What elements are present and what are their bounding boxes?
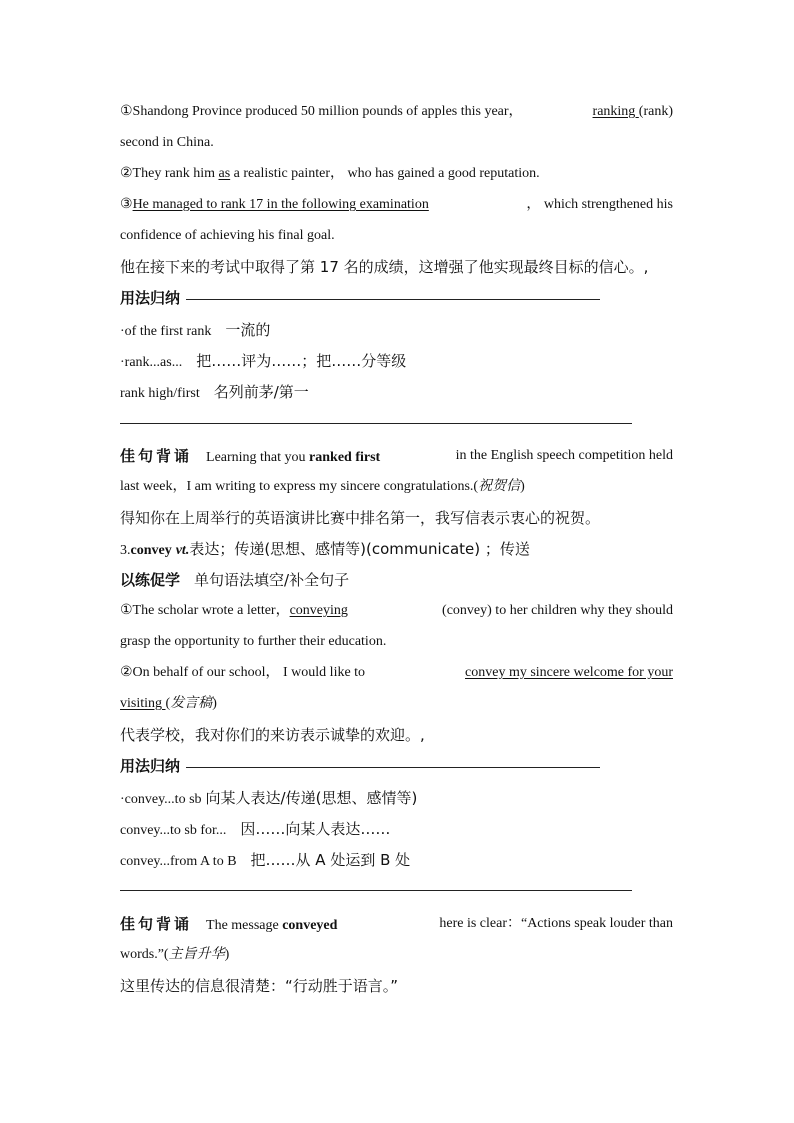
sentence-1-line-2-text: last week，I am writing to express my sincere congratulations.( bbox=[120, 479, 479, 494]
usage-item-2 bbox=[120, 351, 406, 373]
usage-heading-2: 用法归纳 bbox=[120, 757, 181, 775]
exercise-5-text: ②On behalf of our school， I would like to bbox=[120, 665, 366, 680]
usage-item-4-en: ·convey...to sb bbox=[120, 792, 202, 807]
exercise-2-text-end: a realistic painter， who has gained a good reputation. bbox=[230, 166, 540, 181]
usage-item-6-en: convey...from A to B bbox=[120, 854, 237, 869]
sentence-1-line-2 bbox=[120, 477, 525, 497]
sentence-1-line-1 bbox=[120, 446, 673, 468]
usage-item-3-en: rank high/first bbox=[120, 386, 200, 401]
sentence-2-line-2 bbox=[120, 945, 229, 965]
entry-number: 3. bbox=[120, 543, 131, 558]
exercise-5-answer: convey my sincere welcome for your bbox=[465, 665, 673, 680]
practice-subheading: 单句语法填空/补全句子 bbox=[194, 571, 350, 589]
usage-item-6 bbox=[120, 850, 410, 872]
exercise-4-text: ①The scholar wrote a letter， bbox=[120, 603, 290, 618]
exercise-5-line-1 bbox=[120, 663, 673, 683]
sentence-1-tag: 祝贺信 bbox=[478, 479, 521, 494]
usage-item-3-cn: 名列前茅/第一 bbox=[213, 383, 309, 401]
sentence-1-bold: ranked first bbox=[309, 450, 381, 465]
usage-item-1-cn: 一流的 bbox=[225, 321, 271, 339]
exercise-1-line-1 bbox=[120, 102, 673, 122]
sentence-2-tag: 主旨升华 bbox=[168, 947, 225, 962]
exercise-5-close: ) bbox=[212, 696, 217, 711]
usage-item-2-cn: 把……评为……；把……分等级 bbox=[196, 352, 407, 370]
usage-item-1 bbox=[120, 320, 270, 342]
exercise-3-text-end: ， which strengthened his bbox=[526, 197, 673, 212]
usage-item-4 bbox=[120, 788, 417, 810]
exercise-1-text: ①Shandong Province produced 50 million pounds of apples this year， bbox=[120, 104, 523, 119]
entry-definition: 表达；传递(思想、感情等)(communicate) ；传送 bbox=[189, 540, 530, 558]
exercise-5-tag: 发言稿 bbox=[170, 696, 213, 711]
sentence-2-text: The message bbox=[206, 918, 283, 933]
exercise-4-line-1 bbox=[120, 601, 673, 621]
usage-item-4-cn: 向某人表达/传递(思想、感情等) bbox=[205, 789, 418, 807]
usage-item-1-en: ·of the first rank bbox=[120, 324, 212, 339]
exercise-5-answer-cont: visiting bbox=[120, 696, 166, 711]
sentence-2-close: ) bbox=[224, 947, 230, 962]
sentence-1-text: Learning that you bbox=[206, 450, 310, 465]
exercise-1-hint: (rank) bbox=[638, 104, 673, 119]
entry-title-convey bbox=[120, 539, 530, 561]
exercise-3-number: ③ bbox=[120, 197, 133, 212]
sentence-2-line-1 bbox=[120, 914, 673, 936]
practice-heading: 以练促学 bbox=[120, 571, 181, 589]
exercise-3-translation: 他在接下来的考试中取得了第 17 名的成绩，这增强了他实现最终目标的信心。, bbox=[120, 258, 649, 276]
usage-heading-1: 用法归纳 bbox=[120, 289, 181, 307]
usage-item-5-cn: 因……向某人表达…… bbox=[240, 820, 391, 838]
entry-word: convey bbox=[130, 543, 172, 558]
exercise-1-answer: ranking bbox=[592, 104, 639, 119]
usage-item-5-en: convey...to sb for... bbox=[120, 823, 227, 838]
sentence-heading-1: 佳句背诵 bbox=[120, 447, 193, 465]
exercise-4-answer: conveying bbox=[289, 603, 348, 618]
entry-pos: vt. bbox=[175, 543, 190, 558]
exercise-5-translation: 代表学校，我对你们的来访表示诚挚的欢迎。, bbox=[120, 726, 425, 744]
exercise-3-answer: He managed to rank 17 in the following examination bbox=[132, 197, 429, 212]
exercise-5-line-2 bbox=[120, 694, 217, 714]
exercise-3-line-2: confidence of achieving his final goal. bbox=[120, 228, 335, 243]
sentence-1-translation: 得知你在上周举行的英语演讲比赛中排名第一，我写信表示衷心的祝贺。 bbox=[120, 509, 601, 527]
usage-item-3 bbox=[120, 382, 309, 404]
usage-item-2-en: ·rank...as... bbox=[120, 355, 183, 370]
usage-rule-1 bbox=[186, 299, 600, 300]
exercise-4-text-end: (convey) to her children why they should bbox=[442, 603, 673, 618]
usage-item-6-cn: 把……从 A 处运到 B 处 bbox=[250, 851, 411, 869]
practice-heading-line bbox=[120, 570, 349, 592]
exercise-2-line bbox=[120, 164, 540, 184]
exercise-2-text: ②They rank him bbox=[120, 166, 219, 181]
usage-end-rule-2 bbox=[120, 890, 632, 891]
usage-end-rule-1 bbox=[120, 423, 632, 424]
exercise-1-line-2: second in China. bbox=[120, 135, 214, 150]
sentence-1-close: ) bbox=[520, 479, 525, 494]
sentence-1-text-end: in the English speech competition held bbox=[455, 448, 673, 463]
exercise-2-answer: as bbox=[218, 166, 231, 181]
sentence-heading-2: 佳句背诵 bbox=[120, 915, 193, 933]
sentence-2-text-end: here is clear：“Actions speak louder than bbox=[439, 916, 673, 931]
exercise-4-line-2: grasp the opportunity to further their education. bbox=[120, 634, 387, 649]
sentence-2-bold: conveyed bbox=[282, 918, 338, 933]
sentence-2-translation: 这里传达的信息很清楚：“行动胜于语言。” bbox=[120, 977, 399, 995]
usage-rule-2 bbox=[186, 767, 600, 768]
usage-item-5 bbox=[120, 819, 390, 841]
exercise-3-line-1 bbox=[120, 195, 673, 215]
exercise-5-open: ( bbox=[165, 696, 171, 711]
sentence-2-line-2-text: words.”( bbox=[120, 947, 169, 962]
